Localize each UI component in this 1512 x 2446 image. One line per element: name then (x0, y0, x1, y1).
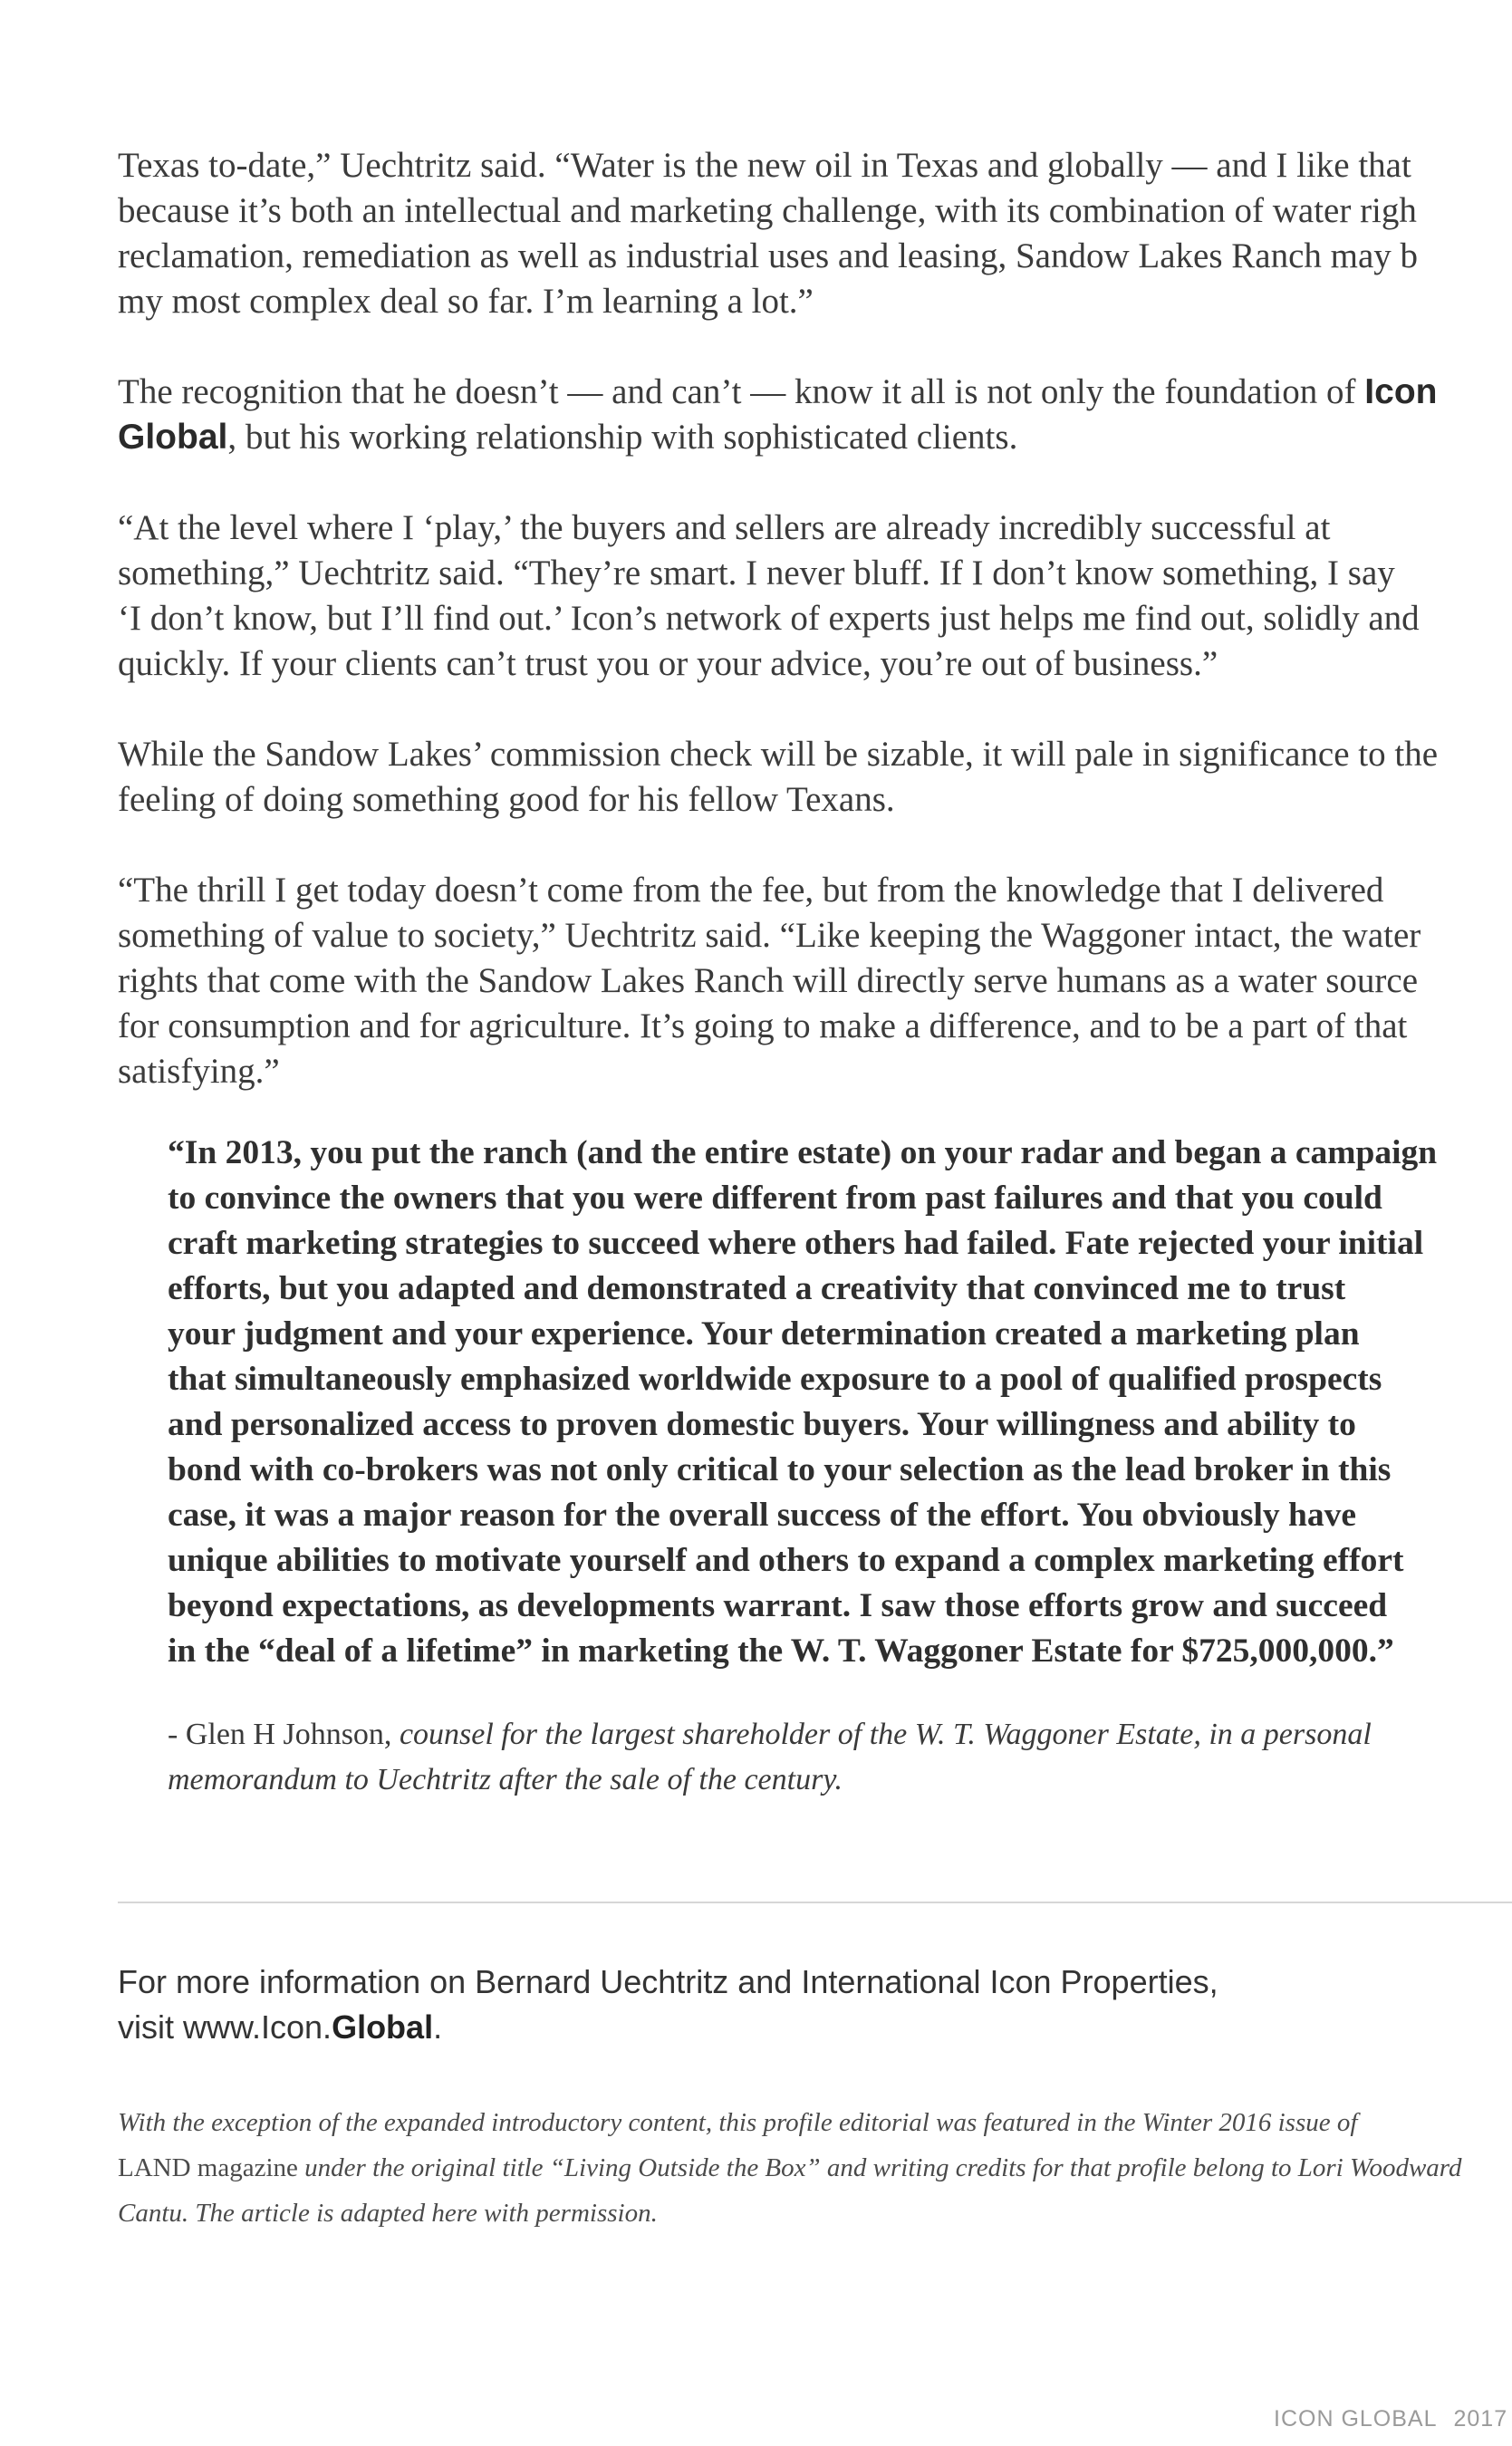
credits-details: under the original title “Living Outside the Box” and writing credits for that profile belong to Lori Woodward Cantu. The article is adapted here with permission. (118, 2153, 1462, 2228)
testimonial-quote-text: “In 2013, you put the ranch (and the entire estate) on your radar and began a campaign to convince the owners that you were different from past failures and that you could craft marketing strategies to succeed where others had failed. Fate rejected your initial efforts, but you adapted and demonstrated a creativity that convinced me to trust your judgment and your experience. Your determination created a marketing plan that simultaneously emphasized worldwide exposure to a pool of qualified prospects and personalized access to proven domestic buyers. Your willingness and ability to bond with co-brokers was not only critical to your selection as the lead broker in this case, it was a major reason for the overall success of the effort. You obviously have unique abilities to motivate yourself and others to expand a complex marketing effort beyond expectations, as developments warrant. I saw those efforts grow and succeed in the “deal of a lifetime” in marketing the W. T. Waggoner Estate for $725,000,000.” (168, 1134, 1438, 1670)
paragraph-recognition-text-end: , but his working relationship with sophisticated clients. (227, 418, 1018, 457)
more-information-note (118, 1960, 1495, 2050)
section-divider (118, 1902, 1512, 1903)
website-link-plain: Icon. (261, 2008, 332, 2046)
icon-global-brand-mention: Icon Global (118, 372, 1438, 457)
paragraph-commission: While the Sandow Lakes’ commission check will be sizable, it will pale in significance to the feeling of doing something good for his fellow Texans. (118, 735, 1439, 819)
attribution-name: - Glen H Johnson, (168, 1718, 400, 1751)
page-number: 2017 (1453, 2406, 1508, 2432)
more-information-period: . (433, 2008, 443, 2046)
paragraph-water-oil: Texas to-date,” Uechtritz said. “Water is the new oil in Texas and globally — and I like that because it’s both an intellectual and marketing challenge, with its combination of water righ reclamation, remediation as well as industrial uses and leasing, Sandow Lakes Ranch may b my most complex deal so far. I’m learning a lot.” (118, 146, 1419, 321)
attribution-role: counsel for the largest shareholder of the W. T. Waggoner Estate, in a personal memorandum to Uechtritz after the sale of the century. (168, 1718, 1372, 1796)
paragraph-thrill: “The thrill I get today doesn’t come from the fee, but from the knowledge that I delivered something of value to society,” Uechtritz said. “Like keeping the Waggoner intact, the water rights that come with the Sandow Lakes Ranch will directly serve humans as a water source for consumption and for agriculture. It’s going to make a difference, and to be a part of that satisfying.” (118, 871, 1421, 1091)
website-link[interactable] (261, 2008, 433, 2046)
page-footer (1274, 2406, 1507, 2432)
editorial-credits (118, 2100, 1495, 2236)
paragraph-level-play: “At the level where I ‘play,’ the buyers and sellers are already incredibly successful at something,” Uechtritz said. “They’re smart. I never bluff. If I don’t know something, I say ‘I don’t know, but I’ll find out.’ Icon’s network of experts just helps me find out, solidly and quickly. If your clients can’t trust you or your advice, you’re out of business.” (118, 508, 1420, 683)
credits-magazine-name: LAND magazine (118, 2153, 298, 2182)
footer-brand: ICON GLOBAL (1274, 2406, 1438, 2432)
testimonial-attribution (168, 1712, 1512, 1803)
article-body (118, 143, 1512, 1803)
credits-intro: With the exception of the expanded introductory content, this profile editorial was featured in the Winter 2016 issue of (118, 2108, 1358, 2137)
more-information-text: For more information on Bernard Uechtritz and International Icon Properties, visit www. (118, 1963, 1218, 2046)
paragraph-recognition-text-start: The recognition that he doesn’t — and can’t — know it all is not only the foundation of (118, 372, 1365, 411)
paragraph-recognition (118, 370, 1512, 460)
testimonial-pull-quote (168, 1129, 1512, 1803)
website-link-bold: Global (332, 2008, 434, 2046)
